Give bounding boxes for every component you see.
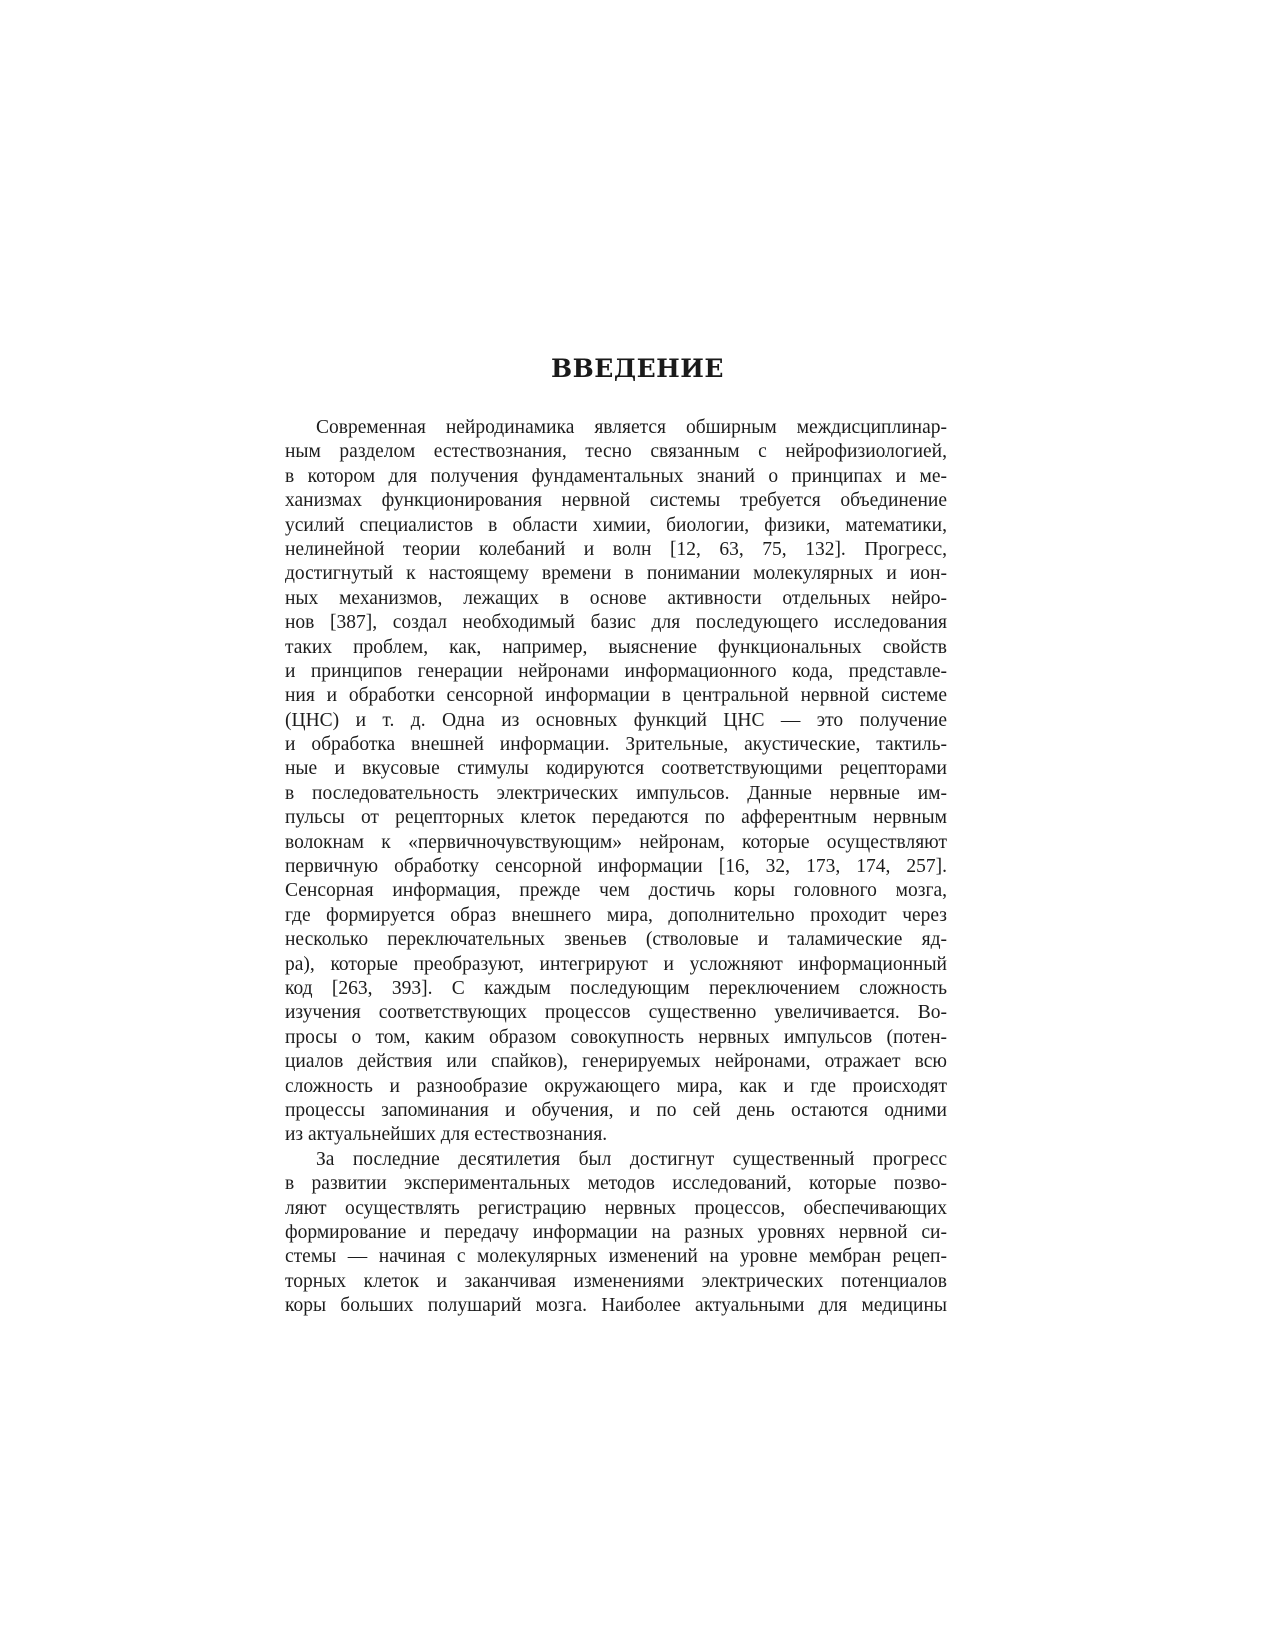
- text-line: и принципов генерации нейронами информационного кода, представле-: [285, 660, 947, 682]
- chapter-heading: ВВЕДЕНИЕ: [551, 354, 724, 383]
- text-line: в котором для получения фундаментальных знаний о принципах и ме-: [285, 465, 947, 487]
- text-line: торных клеток и заканчивая изменениями электрических потенциалов: [285, 1270, 947, 1292]
- text-line: сложность и разнообразие окружающего мира, как и где происходят: [285, 1075, 947, 1097]
- text-line: За последние десятилетия был достигнут существенный прогресс: [316, 1148, 947, 1170]
- text-line: ным разделом естествознания, тесно связанным с нейрофизиологией,: [285, 441, 947, 463]
- text-line: усилий специалистов в области химии, биологии, физики, математики,: [285, 514, 947, 536]
- body-text: [285, 416, 947, 1318]
- text-line: ра), которые преобразуют, интегрируют и усложняют информационный: [285, 953, 947, 975]
- text-line: коры больших полушарий мозга. Наиболее актуальными для медицины: [285, 1295, 947, 1317]
- text-line: ния и обработки сенсорной информации в центральной нервной системе: [285, 685, 947, 707]
- text-line: первичную обработку сенсорной информации [16, 32, 173, 174, 257].: [285, 856, 947, 878]
- text-line: из актуальнейших для естествознания.: [285, 1124, 608, 1146]
- text-line: ляют осуществлять регистрацию нервных процессов, обеспечивающих: [285, 1197, 947, 1219]
- text-line: волокнам к «первичночувствующим» нейронам, которые осуществляют: [285, 831, 947, 853]
- paragraph: [285, 416, 947, 1148]
- text-line: процессы запоминания и обучения, и по сей день остаются одними: [285, 1099, 947, 1121]
- text-line: просы о том, каким образом совокупность нервных импульсов (потен-: [285, 1026, 947, 1048]
- text-line: таких проблем, как, например, выяснение функциональных свойств: [285, 636, 947, 658]
- text-line: (ЦНС) и т. д. Одна из основных функций ЦНС — это получение: [285, 709, 947, 731]
- paragraph: [285, 1148, 947, 1319]
- text-line: ханизмах функционирования нервной системы требуется объединение: [285, 490, 947, 512]
- text-line: в последовательность электрических импульсов. Данные нервные им-: [285, 782, 947, 804]
- text-line: нелинейной теории колебаний и волн [12, 63, 75, 132]. Прогресс,: [285, 538, 947, 560]
- text-line: изучения соответствующих процессов существенно увеличивается. Во-: [285, 1002, 947, 1024]
- text-line: формирование и передачу информации на разных уровнях нервной си-: [285, 1221, 947, 1243]
- text-line: стемы — начиная с молекулярных изменений на уровне мембран рецеп-: [285, 1246, 947, 1268]
- text-line: в развитии экспериментальных методов исследований, которые позво-: [285, 1173, 947, 1195]
- text-line: ные и вкусовые стимулы кодируются соответствующими рецепторами: [285, 758, 947, 780]
- text-line: где формируется образ внешнего мира, дополнительно проходит через: [285, 904, 947, 926]
- text-line: несколько переключательных звеньев (стволовые и таламические яд-: [285, 929, 947, 951]
- text-line: Сенсорная информация, прежде чем достичь коры головного мозга,: [285, 880, 947, 902]
- text-line: ных механизмов, лежащих в основе активности отдельных нейро-: [285, 587, 947, 609]
- text-line: и обработка внешней информации. Зрительные, акустические, тактиль-: [285, 734, 947, 756]
- text-line: нов [387], создал необходимый базис для последующего исследования: [285, 612, 947, 634]
- text-line: код [263, 393]. С каждым последующим переключением сложность: [285, 977, 947, 999]
- text-line: циалов действия или спайков), генерируемых нейронами, отражает всю: [285, 1051, 947, 1073]
- text-line: Современная нейродинамика является обширным междисциплинар-: [316, 417, 947, 438]
- text-line: пульсы от рецепторных клеток передаются по афферентным нервным: [285, 807, 947, 829]
- text-line: достигнутый к настоящему времени в понимании молекулярных и ион-: [285, 563, 947, 585]
